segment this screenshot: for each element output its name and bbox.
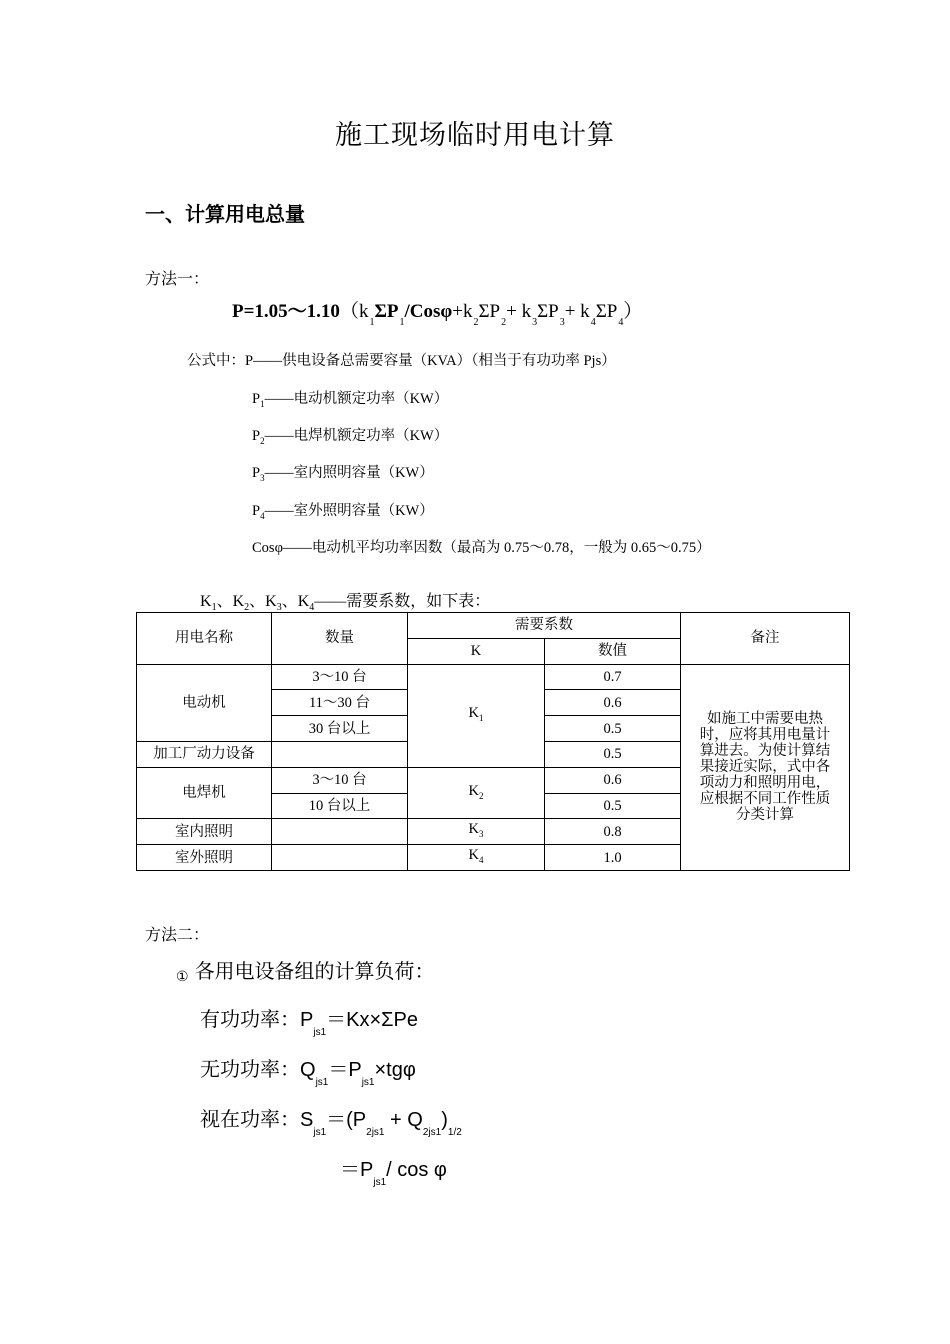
cell-k4: $K_4$ [408, 845, 545, 871]
page-title: 施工现场临时用电计算 [335, 120, 615, 151]
reactive-power-formula: 无功功率：$Q_{js1}=P_{js1}\times tg\varphi$ [200, 1057, 416, 1088]
definition-p3: $P_3——$室内照明容量（KW） [252, 465, 434, 483]
cell-value: 0.5 [545, 741, 681, 767]
cell-value: 0.5 [545, 716, 681, 742]
coefficient-table [136, 612, 850, 871]
active-power-formula: 有功功率：$P_{js1}=Kx\times\Sigma Pe$ [200, 1007, 418, 1038]
cell-indoor: 室内照明 [137, 819, 272, 845]
header-k: K [408, 638, 545, 664]
cell-value: 1.0 [545, 845, 681, 871]
cell-value: 0.5 [545, 793, 681, 819]
cell-qty [272, 845, 408, 871]
cell-qty [272, 741, 408, 767]
cell-value: 0.6 [545, 767, 681, 793]
definition-cos: Cosφ——电动机平均功率因数（最高为 0.75～0.78，一般为 0.65～0.75） [252, 540, 711, 556]
step-one: ① 各用电设备组的计算负荷： [176, 959, 435, 985]
header-note: 备注 [681, 613, 850, 665]
cell-value: 0.7 [545, 664, 681, 690]
definition-p: 公式中：P——供电设备总需要容量（KVA）（相当于有功功率 Pjs） [187, 353, 616, 369]
definition-p2: $P_2——$电焊机额定功率（KW） [252, 428, 449, 446]
definition-p4: $P_4——$室外照明容量（KW） [252, 503, 434, 521]
coefficient-label: $K_1$、$K_2$、$K_3$、$K_4——$需要系数，如下表： [200, 593, 491, 613]
header-coefficient: 需要系数 [408, 613, 681, 639]
cell-value: 0.6 [545, 690, 681, 716]
section-heading: 一、计算用电总量 [145, 202, 305, 226]
cell-note: 如施工中需要电热 时，应将其用电量计 算进去。为使计算结 果接近实际，式中各 项动力和照明用电， 应根据不同工作性质 分类计算 [681, 664, 850, 870]
cell-qty: 3～10 台 [272, 767, 408, 793]
cell-k1: $K_1$ [408, 664, 545, 767]
cell-k3: $K_3$ [408, 819, 545, 845]
apparent-power-formula-alt: $=P_{js1}/$ cos φ [340, 1159, 447, 1188]
cell-factory: 加工厂动力设备 [137, 741, 272, 767]
apparent-power-formula: 视在功率：$S_{js1}=(P_{2js1} + Q_{2js1})_{1/2}$ [200, 1107, 462, 1138]
total-power-formula: $P=1.05\sim 1.10(k_1\Sigma P_1/Cos\varphi+k_2\Sigma P_2+ k_3\Sigma P_3+ k_4\Sigma P_4)$ [232, 301, 643, 328]
cell-qty: 30 台以上 [272, 716, 408, 742]
definition-p1: $P_1——$电动机额定功率（KW） [252, 391, 449, 409]
header-quantity: 数量 [272, 613, 408, 665]
cell-motor: 电动机 [137, 664, 272, 741]
step-number: ① [176, 969, 189, 985]
header-name: 用电名称 [137, 613, 272, 665]
cell-qty: 10 台以上 [272, 793, 408, 819]
method-one-label: 方法一： [145, 269, 210, 288]
cell-qty: 3～10 台 [272, 664, 408, 690]
cell-value: 0.8 [545, 819, 681, 845]
cell-qty [272, 819, 408, 845]
cell-outdoor: 室外照明 [137, 845, 272, 871]
cell-k2: $K_2$ [408, 767, 545, 819]
header-value: 数值 [545, 638, 681, 664]
cell-qty: 11～30 台 [272, 690, 408, 716]
cell-welder: 电焊机 [137, 767, 272, 819]
method-two-label: 方法二： [145, 925, 210, 944]
